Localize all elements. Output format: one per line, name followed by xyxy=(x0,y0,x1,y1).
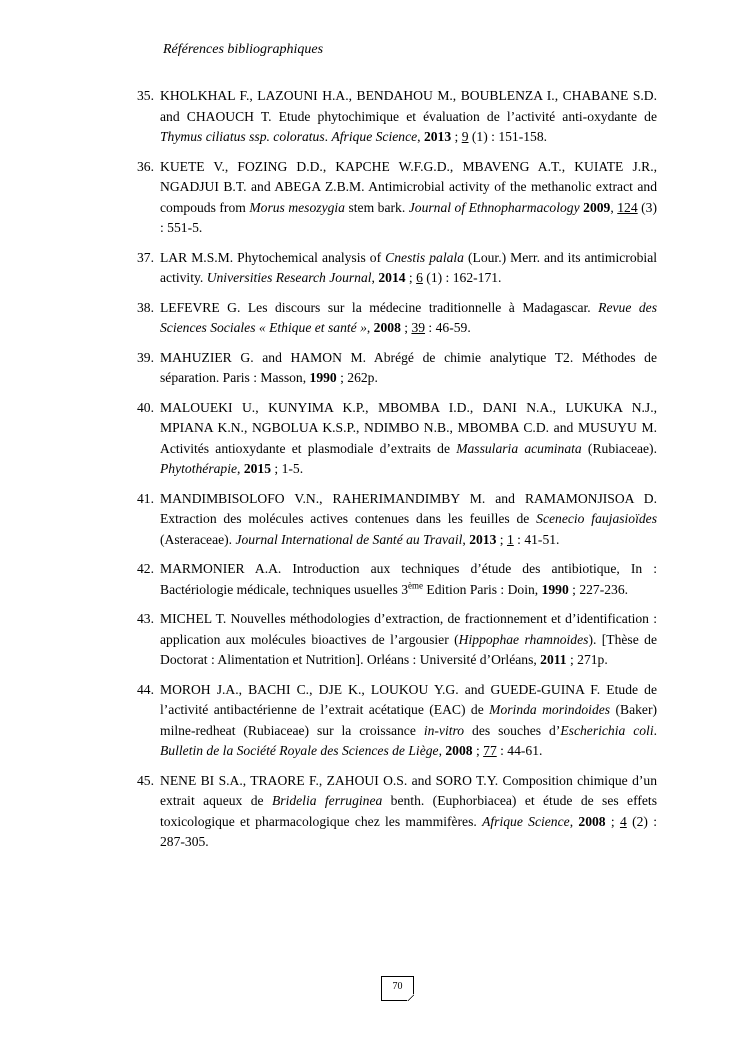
reference-segment: Bulletin de la Société Royale des Sciences de Liège xyxy=(160,743,439,758)
reference-number: 45. xyxy=(137,772,154,788)
reference-segment: . xyxy=(324,129,332,144)
reference-segment: des souches d’ xyxy=(464,722,561,738)
reference-segment: Phytothérapie xyxy=(160,461,238,476)
reference-segment: , xyxy=(462,531,470,547)
reference-item xyxy=(137,680,657,762)
reference-segment: ; xyxy=(605,813,620,829)
reference-segment: 77 xyxy=(483,743,497,758)
running-header: Références bibliographiques xyxy=(163,42,324,57)
reference-segment: Revue des Sciences Sociales « Ethique et santé » xyxy=(160,299,657,335)
reference-segment: (Baker) milne-redheat (Rubiaceae) sur la croissance xyxy=(160,702,658,738)
reference-segment: , xyxy=(610,199,618,215)
reference-segment: 2009 xyxy=(583,199,611,215)
reference-segment: ; xyxy=(451,129,462,144)
reference-segment: 1990 xyxy=(309,370,337,385)
reference-segment: . xyxy=(653,722,658,738)
reference-item xyxy=(137,771,657,853)
reference-segment: 9 xyxy=(461,129,469,144)
reference-segment: ). [Thèse de Doctorat : Alimentation et Nutrition]. Orléans : Université d’Orléans, xyxy=(160,631,657,667)
reference-segment: 2008 xyxy=(445,743,473,758)
reference-segment: : 46-59. xyxy=(425,320,471,335)
reference-text xyxy=(160,250,657,286)
reference-segment: Universities Research Journal xyxy=(206,270,372,285)
reference-segment: Cnestis palala xyxy=(385,249,464,265)
reference-number: 43. xyxy=(137,611,154,626)
reference-segment: 2008 xyxy=(578,813,606,829)
reference-segment: ; xyxy=(400,320,412,335)
reference-segment: 2011 xyxy=(540,652,567,667)
reference-segment: (3) : 551-5. xyxy=(160,199,658,235)
reference-segment: 2013 xyxy=(469,531,497,547)
reference-segment: LEFEVRE G. Les discours sur la médecine traditionnelle à Madagascar. xyxy=(160,299,599,315)
reference-segment: Bridelia ferruginea xyxy=(271,793,383,808)
reference-segment: KUETE V., FOZING D.D., KAPCHE W.F.G.D., MBAVENG A.T., KUIATE J.R., NGADJUI B.T. and ABEGA Z.B.M. Antimicrobial activity of the methanolic extract and compouds from xyxy=(160,158,657,215)
reference-segment: Scenecio faujasioïdes xyxy=(536,511,657,526)
reference-segment: LAR M.S.M. Phytochemical analysis of xyxy=(160,249,386,265)
reference-segment: , xyxy=(371,270,379,285)
reference-segment: ; xyxy=(472,743,484,758)
reference-segment: 1 xyxy=(506,531,514,547)
reference-number: 42. xyxy=(137,561,154,576)
reference-segment: 4 xyxy=(619,813,627,829)
reference-segment: Edition Paris : Doin, xyxy=(423,581,542,597)
reference-segment: Morinda morindoides xyxy=(489,702,611,717)
reference-list xyxy=(137,86,657,862)
reference-segment: Journal of Ethnopharmacology xyxy=(408,199,580,215)
reference-segment: , xyxy=(417,129,424,144)
reference-segment: , xyxy=(237,461,244,476)
reference-segment: Afrique Science xyxy=(331,129,418,144)
reference-text xyxy=(160,350,657,386)
reference-segment: Escherichia coli xyxy=(560,722,654,738)
reference-segment: (2) : 287-305. xyxy=(160,813,657,849)
reference-number: 44. xyxy=(137,681,154,697)
reference-item xyxy=(137,157,657,239)
reference-segment: MAHUZIER G. and HAMON M. Abrégé de chimie analytique T2. Méthodes de séparation. Paris : Masson, xyxy=(160,349,657,385)
reference-item xyxy=(137,398,657,480)
reference-segment: , xyxy=(366,320,374,335)
reference-text xyxy=(160,88,657,144)
reference-item xyxy=(137,489,657,551)
reference-segment: MALOUEKI U., KUNYIMA K.P., MBOMBA I.D., DANI N.A., LUKUKA N.J., MPIANA K.N., NGBOLUA K.S.P., NDIMBO N.B., MBOMBA C.D. and MUSUYU M. Activités antioxydante et plasmodiale d’extraits de xyxy=(160,399,657,456)
reference-number: 37. xyxy=(137,249,154,265)
reference-segment: (1) : 151-158. xyxy=(468,129,548,144)
reference-text xyxy=(160,159,657,236)
reference-segment: 2008 xyxy=(373,320,401,335)
reference-segment: 124 xyxy=(617,199,638,215)
reference-segment: benth. (Euphorbiacea) et étude de ses effets toxicologique et pharmacologique chez les mammifères. xyxy=(160,793,657,829)
reference-number: 35. xyxy=(137,88,154,103)
reference-segment: MARMONIER A.A. Introduction aux techniques d’étude des antibiotique, In : Bactériologie médicale, techniques usuelles 3 xyxy=(160,561,657,597)
reference-segment: (Lour.) Merr. and its antimicrobial activity. xyxy=(160,249,658,285)
reference-item xyxy=(137,609,657,671)
reference-segment: MOROH J.A., BACHI C., DJE K., LOUKOU Y.G. and GUEDE-GUINA F. Etude de l’activité antibactérienne de l’extrait acétatique (EAC) de xyxy=(160,681,657,717)
reference-text xyxy=(160,561,657,597)
reference-segment: 2015 xyxy=(243,461,271,476)
reference-segment: 2013 xyxy=(423,129,452,144)
reference-segment: (1) : 162-171. xyxy=(422,270,502,285)
reference-item xyxy=(137,248,657,289)
reference-segment: ; 1-5. xyxy=(271,461,304,476)
reference-item xyxy=(137,559,657,600)
reference-segment: stem bark. xyxy=(344,199,409,215)
reference-segment: (Rubiaceae). xyxy=(581,440,657,456)
reference-number: 40. xyxy=(137,399,154,415)
reference-text xyxy=(160,682,657,759)
reference-segment: Thymus ciliatus ssp. coloratus xyxy=(160,129,325,144)
reference-segment: Journal International de Santé au Travail xyxy=(235,531,463,547)
reference-item xyxy=(137,298,657,339)
reference-segment: ; 262p. xyxy=(336,370,378,385)
reference-segment: 6 xyxy=(416,270,423,285)
reference-segment: : 41-51. xyxy=(513,531,560,547)
reference-segment: Hippophae rhamnoides xyxy=(458,631,589,647)
reference-segment: 2014 xyxy=(378,270,406,285)
reference-segment: ; xyxy=(405,270,417,285)
reference-segment: in-vitro xyxy=(423,722,465,738)
reference-text xyxy=(160,300,657,336)
reference-number: 36. xyxy=(137,158,154,174)
page-fold-corner xyxy=(407,994,414,1001)
page-number-box xyxy=(381,976,414,1001)
reference-segment: KHOLKHAL F., LAZOUNI H.A., BENDAHOU M., BOUBLENZA I., CHABANE S.D. and CHAOUCH T. Etude phytochimique et évaluation de l’activité anti-oxydante de xyxy=(160,88,657,124)
reference-text xyxy=(160,491,657,547)
page-number: 70 xyxy=(392,981,403,992)
reference-item xyxy=(137,86,657,148)
reference-text xyxy=(160,611,657,667)
reference-segment: Morus mesozygia xyxy=(249,199,345,215)
reference-segment: Massularia acuminata xyxy=(456,440,582,456)
reference-segment: 1990 xyxy=(541,581,569,597)
reference-text xyxy=(160,773,657,850)
reference-segment: ; xyxy=(496,531,507,547)
reference-segment: Afrique Science xyxy=(482,813,570,829)
reference-segment: MANDIMBISOLOFO V.N., RAHERIMANDIMBY M. and RAMAMONJISOA D. Extraction des molécules actives contenues dans les feuilles de xyxy=(160,490,657,526)
reference-segment: ème xyxy=(408,579,423,590)
reference-number: 41. xyxy=(137,490,154,506)
reference-number: 38. xyxy=(137,299,154,315)
reference-segment: , xyxy=(438,743,446,758)
reference-segment: (Asteraceae). xyxy=(160,531,236,547)
reference-segment: ; 227-236. xyxy=(568,581,629,597)
reference-segment: ; 271p. xyxy=(566,652,608,667)
reference-item xyxy=(137,348,657,389)
reference-segment: , xyxy=(569,813,579,829)
reference-segment: NENE BI S.A., TRAORE F., ZAHOUI O.S. and SORO T.Y. Composition chimique d’un extrait aqueux de xyxy=(160,772,657,808)
reference-text xyxy=(160,400,657,477)
reference-segment: 39 xyxy=(411,320,426,335)
reference-number: 39. xyxy=(137,349,154,365)
reference-segment: MICHEL T. Nouvelles méthodologies d’extraction, de fractionnement et d’identification : application aux molécules bioactives de l’argousier ( xyxy=(160,611,657,647)
reference-segment: : 44-61. xyxy=(496,743,543,758)
